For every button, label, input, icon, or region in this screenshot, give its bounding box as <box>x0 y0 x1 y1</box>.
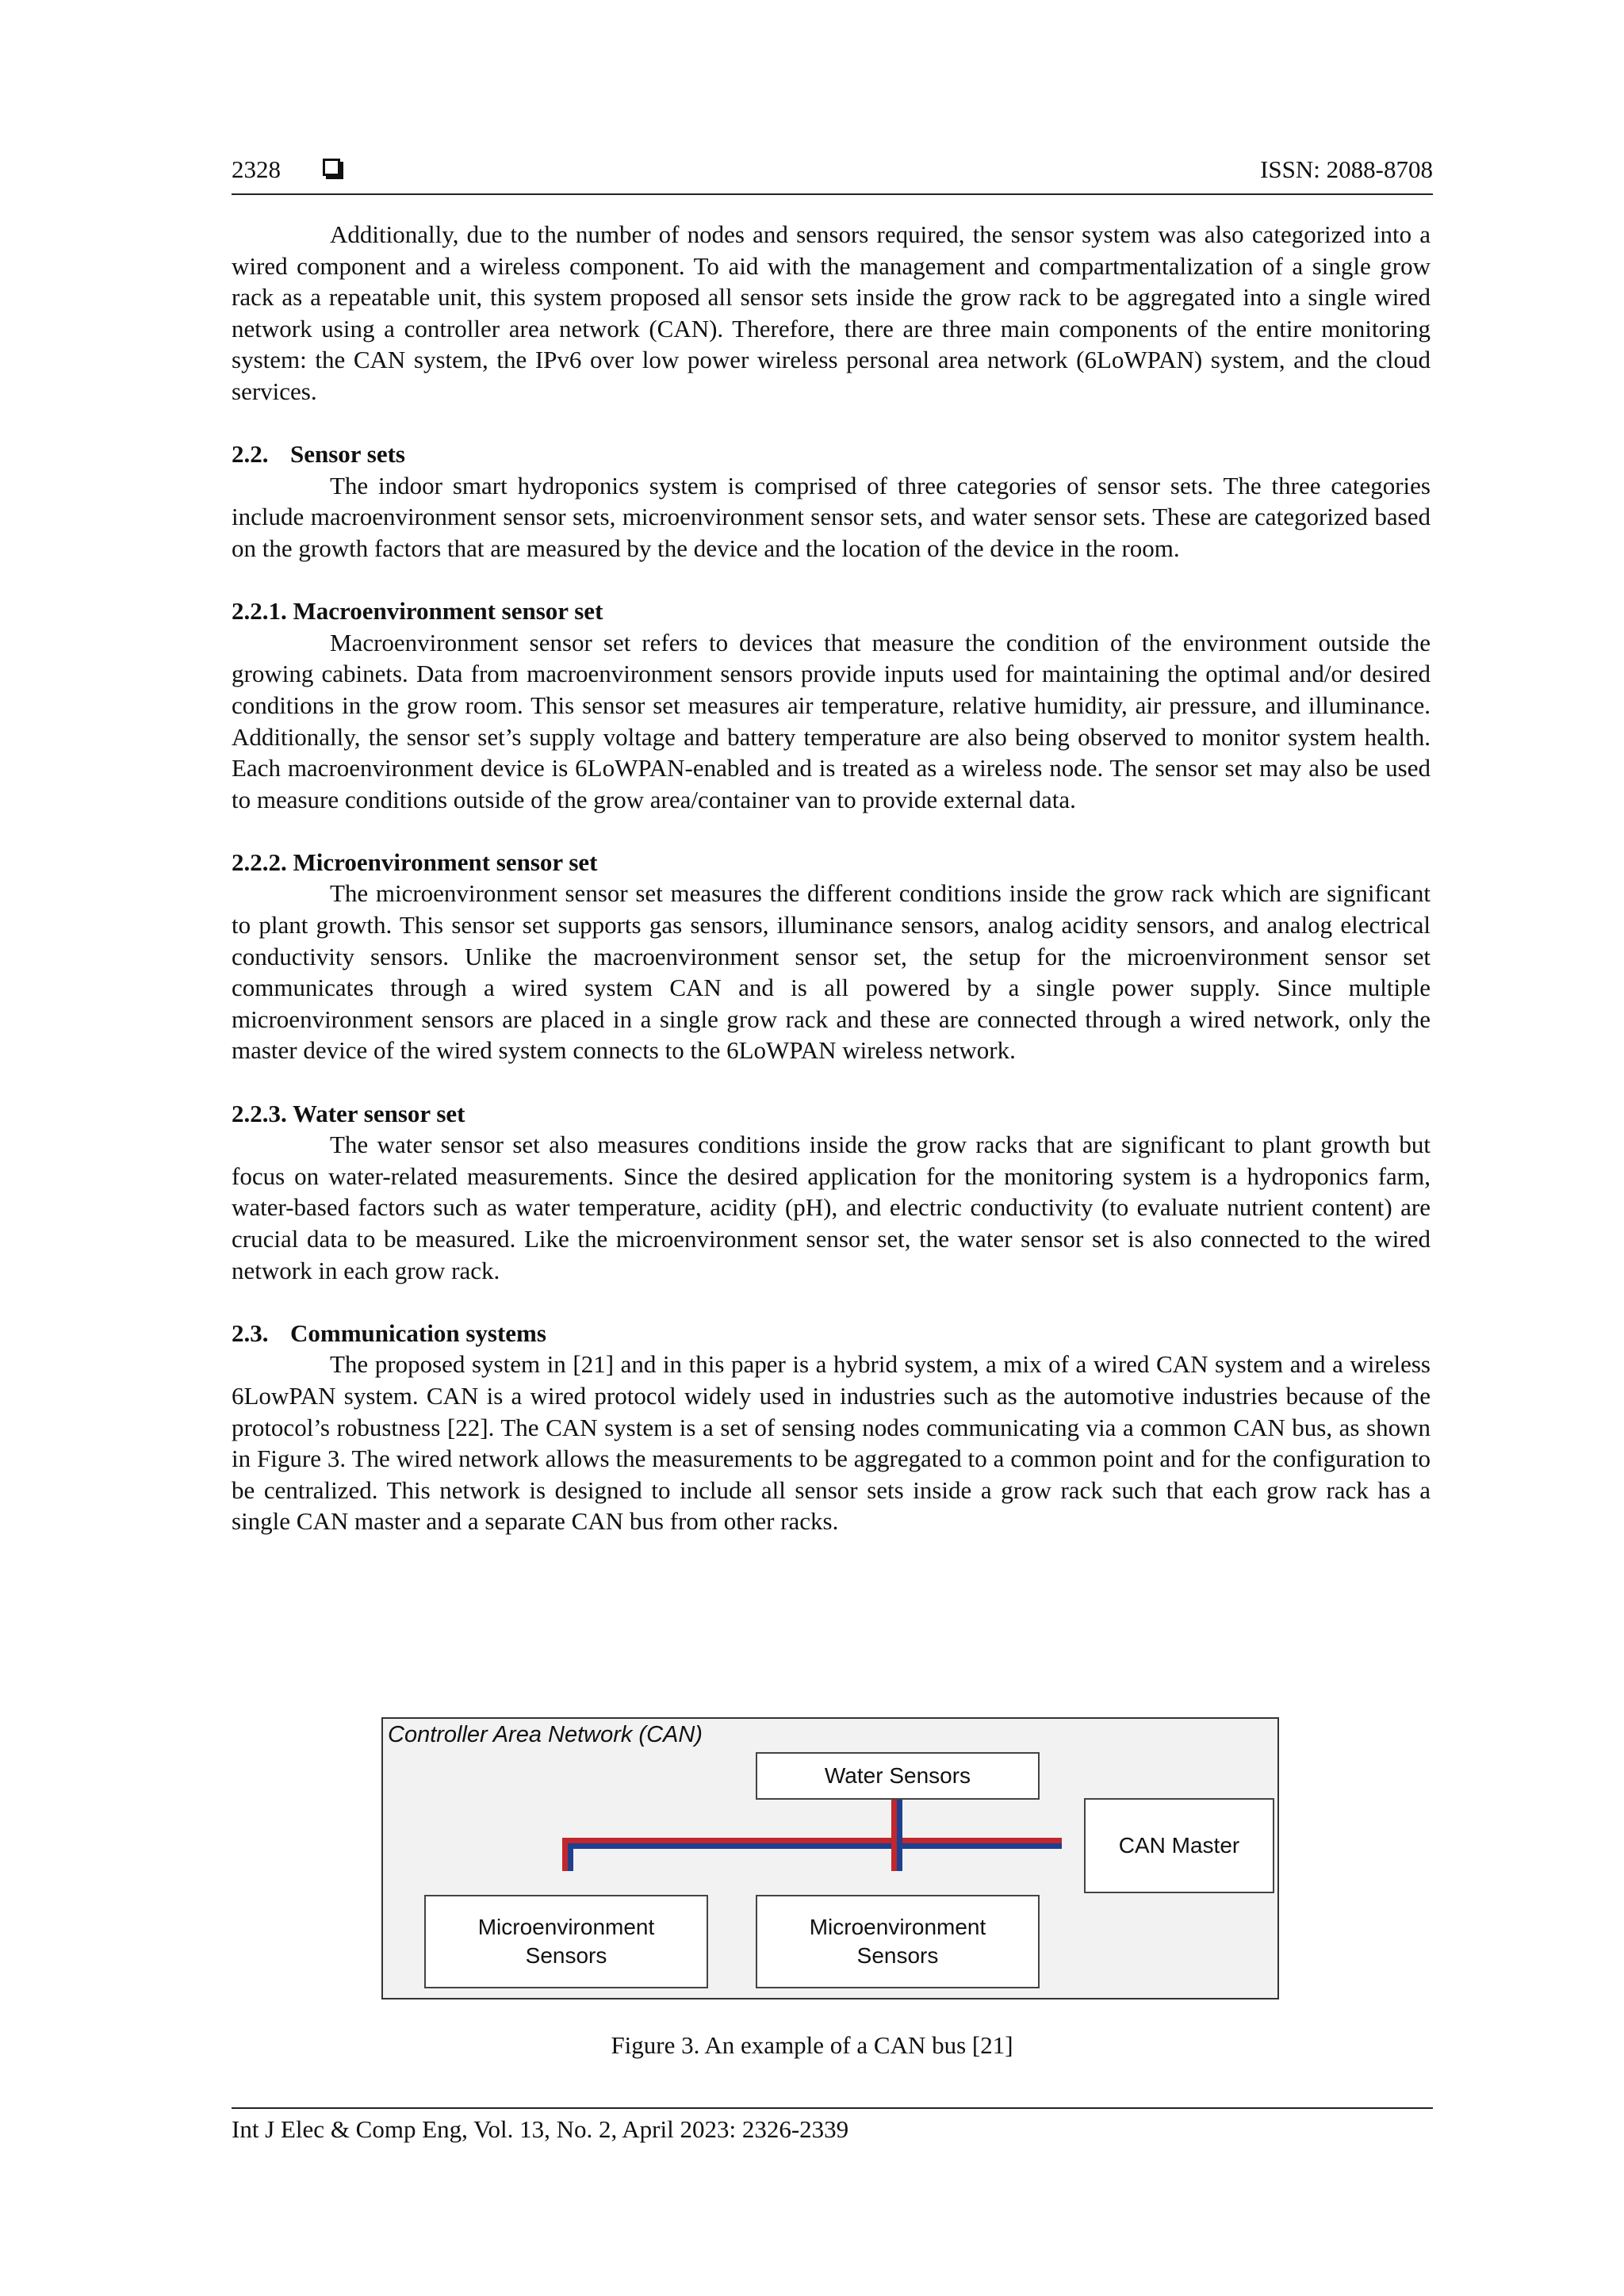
micro-node-2-line1: Microenvironment <box>809 1915 986 1939</box>
heading-2-2 <box>232 438 1431 470</box>
micro-node-1-line1: Microenvironment <box>477 1915 655 1939</box>
page-number: 2328 <box>232 155 281 183</box>
micro-node-2-line2: Sensors <box>856 1943 939 1968</box>
paragraph-sensor-sets: The indoor smart hydroponics system is comprised of three categories of sensor sets. The three categories include macroenvironment sensor sets, microenvironment sensor sets, and water sensor sets. These are categorized based on the growth factors that are measured by the device and the location of the device in the room. <box>232 471 1431 562</box>
heading-2-3 <box>232 1318 1431 1349</box>
bus-left-drop-red <box>562 1838 568 1871</box>
paragraph-intro: Additionally, due to the number of nodes and sensors required, the sensor system was also categorized into a wired component and a wireless component. To aid with the management and compartmentalization of a single grow rack as a repeatable unit, this system proposed all sensor sets inside the grow rack to be aggregated into a single wired network using a controller area network (CAN). Therefore, there are three main components of the entire monitoring system: the CAN system, the IPv6 over low power wireless personal area network (6LoWPAN) system, and the cloud services. <box>232 220 1431 405</box>
bus-trunk-blue <box>897 1798 902 1871</box>
figure-caption: Figure 3. An example of a CAN bus [21] <box>611 2031 1013 2059</box>
bus-horizontal-red <box>562 1838 1062 1843</box>
paragraph-microenvironment: The microenvironment sensor set measures the different conditions inside the grow rack which are significant to plant growth. This sensor set supports gas sensors, illuminance sensors, analog acidity sensors, and analog electrical conductivity sensors. Unlike the macroenvironment sensor set, the setup for the microenvironment sensor set communicates through a wired system CAN and is all powered by a single power supply. Since multiple microenvironment sensors are placed in a single grow rack and these are connected through a wired network, only the master device of the wired system connects to the 6LoWPAN wireless network. <box>232 879 1431 1065</box>
heading-2-3-number: 2.3. <box>232 1318 269 1347</box>
heading-2-2-2: 2.2.2. Microenvironment sensor set <box>232 848 598 876</box>
paragraph-communication: The proposed system in [21] and in this paper is a hybrid system, a mix of a wired CAN system and a wireless 6LowPAN system. CAN is a wired protocol widely used in industries such as the automotive industries because of the protocol’s robustness [22]. The CAN system is a set of sensing nodes communicating via a common CAN bus, as shown in Figure 3. The wired network allows the measurements to be aggregated to a common point and for the configuration to be centralized. This network is designed to include all sensor sets inside a grow rack such that each grow rack has a single CAN master and a separate CAN bus from other racks. <box>232 1350 1431 1536</box>
bus-horizontal-blue <box>569 1843 1062 1849</box>
page-header <box>232 155 1433 195</box>
can-master-node: CAN Master <box>1084 1798 1274 1893</box>
can-bus-figure <box>381 1717 1279 1999</box>
heading-2-3-title: Communication systems <box>290 1318 546 1347</box>
heading-2-2-title: Sensor sets <box>290 440 405 469</box>
page-footer <box>232 2107 1433 2144</box>
heading-2-2-3: 2.2.3. Water sensor set <box>232 1099 465 1127</box>
paragraph-water: The water sensor set also measures conditions inside the grow racks that are significant to plant growth but focus on water-related measurements. Since the desired application for the monitoring system is a hydroponics farm, water-based factors such as water temperature, acidity (pH), and electric conductivity (to evaluate nutrient content) are crucial data to be measured. Like the microenvironment sensor set, the water sensor set is also connected to the wired network in each grow rack. <box>232 1131 1431 1284</box>
paragraph-macroenvironment: Macroenvironment sensor set refers to devices that measure the condition of the environment outside the growing cabinets. Data from macroenvironment sensors provide inputs used for maintaining the optimal and/or desired conditions in the grow room. This sensor set measures air temperature, relative humidity, air pressure, and illuminance. Additionally, the sensor set’s supply voltage and battery temperature are also being observed to monitor system health. Each macroenvironment device is 6LoWPAN-enabled and is treated as a wireless node. The sensor set may also be used to measure conditions outside of the grow area/container van to provide external data. <box>232 628 1431 813</box>
microenvironment-sensors-node-1 <box>424 1895 708 1988</box>
bus-left-drop-blue <box>568 1843 573 1871</box>
micro-node-1-line2: Sensors <box>525 1943 607 1968</box>
water-sensors-node: Water Sensors <box>756 1752 1040 1800</box>
heading-2-2-1: 2.2.1. Macroenvironment sensor set <box>232 597 603 626</box>
microenvironment-sensors-node-2 <box>756 1895 1040 1988</box>
checkbox-square-icon <box>323 159 340 176</box>
body-text <box>232 219 1431 1537</box>
heading-2-2-number: 2.2. <box>232 440 269 469</box>
issn-label: ISSN: 2088-8708 <box>1260 155 1433 183</box>
figure-title: Controller Area Network (CAN) <box>388 1722 703 1747</box>
journal-citation: Int J Elec & Comp Eng, Vol. 13, No. 2, April 2023: 2326-2339 <box>232 2115 849 2143</box>
bus-trunk-red <box>891 1798 897 1871</box>
